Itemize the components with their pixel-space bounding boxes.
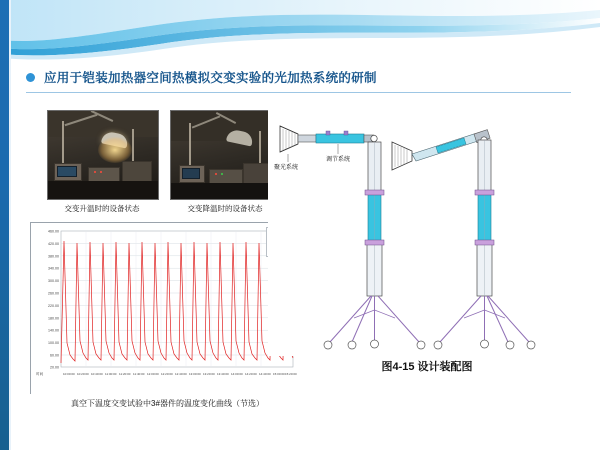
svg-text:60.00: 60.00 (50, 353, 59, 358)
photo-heating (47, 110, 159, 200)
svg-text:420.00: 420.00 (48, 241, 59, 246)
svg-text:14:40:00: 14:40:00 (259, 372, 271, 376)
photo-heating-caption: 交变升温时的设备状态 (64, 204, 140, 213)
svg-text:13:40:00: 13:40:00 (217, 372, 229, 376)
svg-text:11:00:00: 11:00:00 (105, 372, 117, 376)
svg-text:12:00:00: 12:00:00 (147, 372, 159, 376)
svg-text:20.00: 20.00 (50, 365, 59, 370)
photo-heating-scene (48, 111, 158, 199)
temperature-chart (30, 222, 305, 394)
svg-text:15:00:00: 15:00:00 (273, 372, 285, 376)
svg-text:300.00: 300.00 (48, 279, 59, 284)
svg-text:10:20:00: 10:20:00 (77, 372, 89, 376)
svg-text:340.00: 340.00 (48, 266, 59, 271)
svg-text:140.00: 140.00 (48, 328, 59, 333)
svg-text:220.00: 220.00 (48, 303, 59, 308)
bullet-icon (26, 73, 35, 82)
svg-text:260.00: 260.00 (48, 291, 59, 296)
photo-cooling-caption: 交变降温时的设备状态 (187, 204, 263, 213)
assembly-diagram (268, 104, 586, 356)
svg-text:14:20:00: 14:20:00 (245, 372, 257, 376)
svg-text:460.00: 460.00 (48, 229, 59, 234)
left-accent-bar-highlight (9, 0, 11, 450)
decorative-banner (0, 0, 600, 62)
temperature-chart-svg (31, 223, 306, 395)
left-accent-bar (0, 0, 9, 450)
diagram-caption: 图4-15 设计装配图 (381, 361, 473, 373)
photo-cooling-scene (171, 111, 281, 199)
svg-text:11:20:00: 11:20:00 (119, 372, 131, 376)
svg-text:380.00: 380.00 (48, 254, 59, 259)
svg-text:15:20:00: 15:20:00 (285, 372, 297, 376)
svg-text:12:20:00: 12:20:00 (161, 372, 173, 376)
svg-text:13:20:00: 13:20:00 (203, 372, 215, 376)
page-title: 应用于铠装加热器空间热模拟交变实验的光加热系统的研制 (44, 71, 377, 85)
svg-text:180.00: 180.00 (48, 316, 59, 321)
svg-text:12:40:00: 12:40:00 (175, 372, 187, 376)
svg-text:11:40:00: 11:40:00 (133, 372, 145, 376)
photo-cooling (170, 110, 282, 200)
svg-text:10:00:00: 10:00:00 (63, 372, 75, 376)
svg-text:13:00:00: 13:00:00 (189, 372, 201, 376)
svg-text:14:00:00: 14:00:00 (231, 372, 243, 376)
chart-xaxis-corner-label: 时间 (36, 372, 44, 376)
diagram-label-condenser: 聚光系统 (274, 165, 299, 171)
diagram-label-adjuster: 调节系统 (326, 157, 351, 163)
chart-caption: 真空下温度交变试验中3#器件的温度变化曲线（节选） (71, 399, 264, 408)
svg-text:100.00: 100.00 (48, 341, 59, 346)
svg-text:10:40:00: 10:40:00 (91, 372, 103, 376)
title-divider (26, 92, 571, 93)
slide-title-row (26, 68, 571, 86)
